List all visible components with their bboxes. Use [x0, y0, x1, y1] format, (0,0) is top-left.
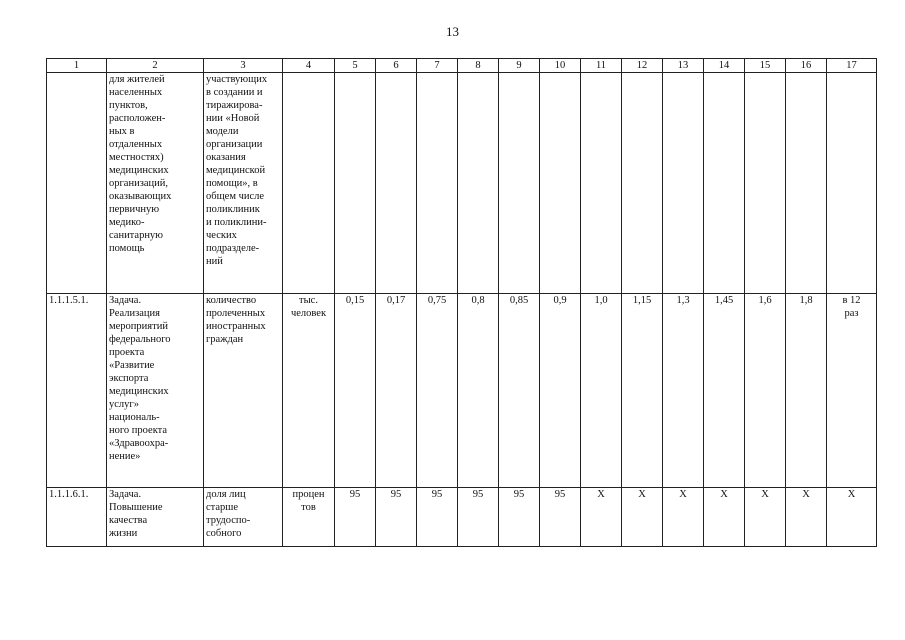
value-cell: Х: [704, 488, 745, 547]
column-header: 15: [745, 59, 786, 73]
task-cell: [107, 73, 204, 294]
cell-line: первичную: [109, 204, 160, 215]
cell-line: качества: [109, 515, 148, 526]
table-row: [47, 488, 877, 547]
cell-line: доля лиц: [206, 489, 246, 500]
value-cell: [663, 73, 704, 294]
row-code-cell: 1.1.1.5.1.: [47, 294, 107, 488]
task-cell: [107, 294, 204, 488]
cell-line: участвующих: [206, 74, 268, 85]
value-cell: Х: [581, 488, 622, 547]
cell-line: националь-: [109, 412, 160, 423]
final-value-cell: [827, 294, 877, 488]
value-cell: 95: [335, 488, 376, 547]
value-cell: 95: [540, 488, 581, 547]
column-header: 11: [581, 59, 622, 73]
table-header-row: [47, 59, 877, 73]
column-header: 1: [47, 59, 107, 73]
unit-cell: [283, 488, 335, 547]
cell-line: нии «Новой: [206, 113, 260, 124]
cell-line: человек: [290, 308, 327, 319]
task-cell: [107, 488, 204, 547]
cell-line: модели: [206, 126, 239, 137]
cell-line: общем числе: [206, 191, 265, 202]
cell-line: «Здравоохра-: [109, 438, 169, 449]
indicator-cell: [204, 73, 283, 294]
table-row: [47, 294, 877, 488]
value-cell: Х: [786, 488, 827, 547]
cell-line: Повышение: [109, 502, 163, 513]
value-cell: 0,9: [540, 294, 581, 488]
page-number: 13: [446, 24, 459, 39]
cell-line: жизни: [109, 528, 138, 539]
value-cell: 1,6: [745, 294, 786, 488]
cell-line: старше: [206, 502, 239, 513]
cell-line: местностях): [109, 152, 164, 163]
value-cell: Х: [663, 488, 704, 547]
indicators-table: [46, 58, 877, 547]
row-code-cell: [47, 73, 107, 294]
value-cell: [622, 73, 663, 294]
unit-cell: [283, 73, 335, 294]
value-cell: 1,15: [622, 294, 663, 488]
value-cell: 95: [458, 488, 499, 547]
cell-line: пунктов,: [109, 100, 148, 111]
cell-line: иностранных: [206, 321, 266, 332]
cell-line: количество: [206, 295, 257, 306]
cell-line: федерального: [109, 334, 171, 345]
cell-line: подразделе-: [206, 243, 260, 254]
cell-line: услуг»: [109, 399, 139, 410]
column-header: 5: [335, 59, 376, 73]
value-cell: 1,45: [704, 294, 745, 488]
cell-line: отдаленных: [109, 139, 163, 150]
cell-line: ний: [206, 256, 223, 267]
cell-line: Реализация: [109, 308, 160, 319]
column-header: 3: [204, 59, 283, 73]
value-cell: [335, 73, 376, 294]
cell-line: граждан: [206, 334, 244, 345]
cell-line: мероприятий: [109, 321, 168, 332]
cell-line: населенных: [109, 87, 163, 98]
cell-line: ного проекта: [109, 425, 168, 436]
cell-line: нение»: [109, 451, 141, 462]
column-header: 10: [540, 59, 581, 73]
cell-line: медицинских: [109, 165, 169, 176]
cell-line: для жителей: [109, 74, 165, 85]
cell-line: пролеченных: [206, 308, 266, 319]
value-cell: [704, 73, 745, 294]
column-header: 8: [458, 59, 499, 73]
final-value-cell: [827, 488, 877, 547]
column-header: 12: [622, 59, 663, 73]
cell-line: санитарную: [109, 230, 164, 241]
cell-line: проекта: [109, 347, 145, 358]
value-cell: 1,0: [581, 294, 622, 488]
value-cell: [499, 73, 540, 294]
cell-line: оказания: [206, 152, 246, 163]
cell-line: медицинской: [206, 165, 266, 176]
value-cell: 95: [376, 488, 417, 547]
cell-line: раз: [844, 308, 859, 319]
cell-line: организаций,: [109, 178, 168, 189]
unit-cell: [283, 294, 335, 488]
value-cell: [417, 73, 458, 294]
value-cell: [540, 73, 581, 294]
value-cell: Х: [745, 488, 786, 547]
indicator-cell: [204, 488, 283, 547]
cell-line: тиражирова-: [206, 100, 263, 111]
final-value-cell: [827, 73, 877, 294]
value-cell: 95: [417, 488, 458, 547]
value-cell: [581, 73, 622, 294]
table-row: [47, 73, 877, 294]
value-cell: 1,8: [786, 294, 827, 488]
indicator-cell: [204, 294, 283, 488]
cell-line: Задача.: [109, 489, 142, 500]
column-header: 2: [107, 59, 204, 73]
cell-line: расположен-: [109, 113, 166, 124]
cell-line: собного: [206, 528, 242, 539]
column-header: 14: [704, 59, 745, 73]
cell-line: медицинских: [109, 386, 169, 397]
cell-line: процен: [292, 489, 325, 500]
column-header: 17: [827, 59, 877, 73]
value-cell: [376, 73, 417, 294]
cell-line: поликлиник: [206, 204, 260, 215]
cell-line: ных в: [109, 126, 135, 137]
cell-line: помощи», в: [206, 178, 258, 189]
table-body: [47, 73, 877, 547]
column-header: 13: [663, 59, 704, 73]
cell-line: и поликлини-: [206, 217, 267, 228]
value-cell: 0,85: [499, 294, 540, 488]
cell-line: тыс.: [299, 295, 318, 306]
cell-line: тов: [301, 502, 316, 513]
cell-line: Х: [847, 489, 856, 500]
value-cell: 1,3: [663, 294, 704, 488]
cell-line: в создании и: [206, 87, 263, 98]
cell-line: ческих: [206, 230, 237, 241]
column-header: 4: [283, 59, 335, 73]
cell-line: помощь: [109, 243, 145, 254]
value-cell: 95: [499, 488, 540, 547]
column-header: 9: [499, 59, 540, 73]
row-code-cell: 1.1.1.6.1.: [47, 488, 107, 547]
cell-line: организации: [206, 139, 263, 150]
cell-line: оказывающих: [109, 191, 172, 202]
value-cell: Х: [622, 488, 663, 547]
column-header: 16: [786, 59, 827, 73]
value-cell: 0,8: [458, 294, 499, 488]
column-header: 7: [417, 59, 458, 73]
cell-line: Задача.: [109, 295, 142, 306]
value-cell: 0,17: [376, 294, 417, 488]
cell-line: трудоспо-: [206, 515, 251, 526]
value-cell: [745, 73, 786, 294]
cell-line: в 12: [842, 295, 861, 306]
cell-line: экспорта: [109, 373, 149, 384]
cell-line: «Развитие: [109, 360, 155, 371]
value-cell: 0,15: [335, 294, 376, 488]
value-cell: [458, 73, 499, 294]
value-cell: 0,75: [417, 294, 458, 488]
cell-line: медико-: [109, 217, 145, 228]
value-cell: [786, 73, 827, 294]
column-header: 6: [376, 59, 417, 73]
